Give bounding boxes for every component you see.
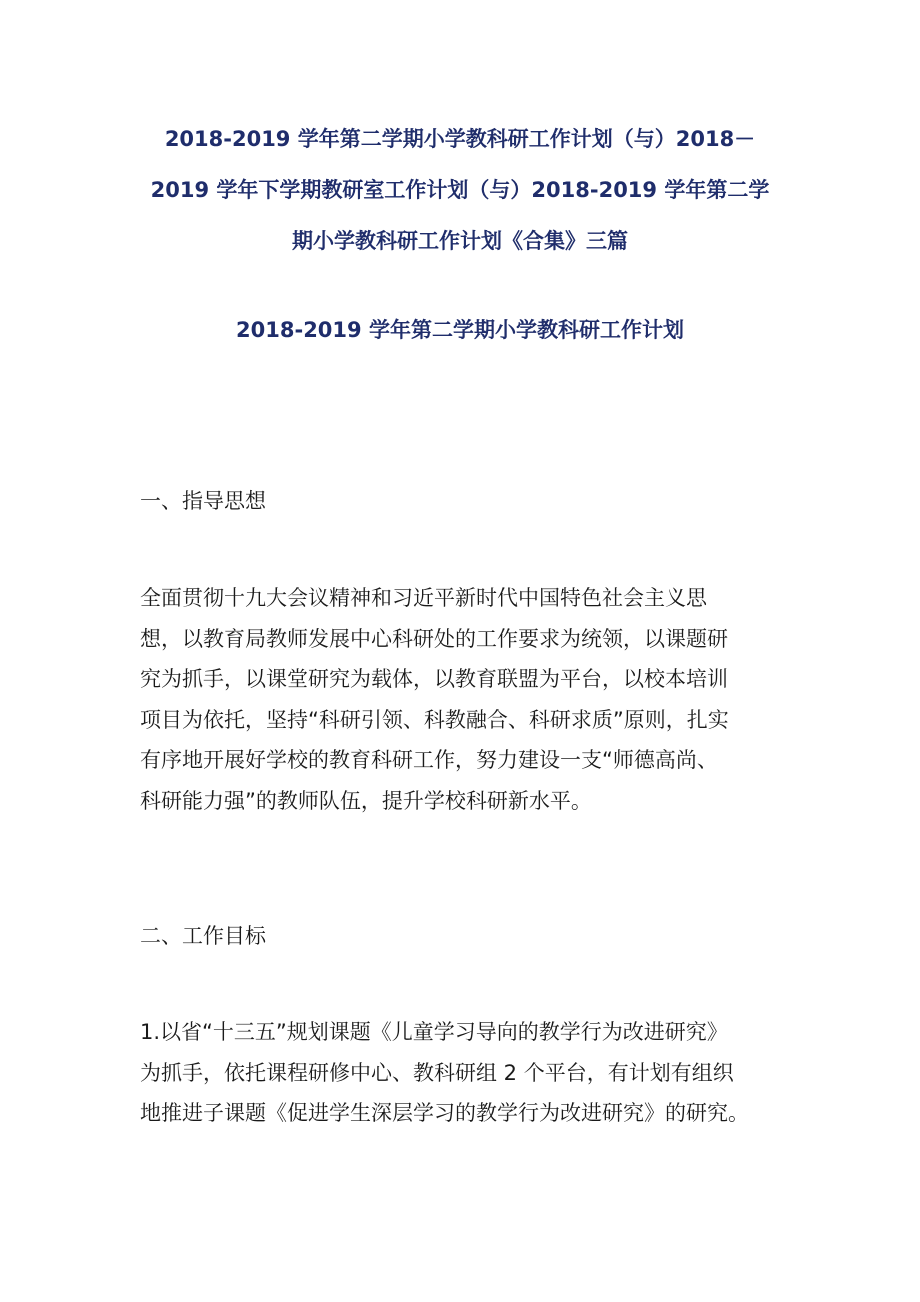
document-subtitle: 2018-2019 学年第二学期小学教科研工作计划 (236, 318, 684, 342)
paragraph-work-goals (140, 1012, 800, 1134)
paragraph-line: 全面贯彻十九大会议精神和习近平新时代中国特色社会主义思 (140, 586, 707, 610)
title-line: 2018-2019 学年第二学期小学教科研工作计划（与）2018－ (164, 127, 756, 151)
paragraph-line: 想，以教育局教师发展中心科研处的工作要求为统领，以课题研 (140, 626, 728, 651)
title-line: 期小学教科研工作计划《合集》三篇 (292, 229, 628, 253)
paragraph-line: 有序地开展好学校的教育科研工作，努力建设一支“师德高尚、 (140, 748, 718, 773)
document-title (130, 114, 790, 267)
paragraph-line: 科研能力强”的教师队伍，提升学校科研新水平。 (140, 788, 592, 813)
paragraph-line: 项目为依托，坚持“科研引领、科教融合、科研求质”原则，扎实 (140, 707, 729, 732)
section-heading-work-goals: 二、工作目标 (140, 924, 266, 948)
paragraph-line: 究为抓手，以课堂研究为载体，以教育联盟为平台，以校本培训 (140, 667, 728, 692)
title-line: 2019 学年下学期教研室工作计划（与）2018-2019 学年第二学 (150, 178, 770, 202)
paragraph-guiding-thought (140, 578, 800, 822)
paragraph-line: 为抓手，依托课程研修中心、教科研组 2 个平台，有计划有组织 (140, 1060, 734, 1085)
paragraph-line: 地推进子课题《促进学生深层学习的教学行为改进研究》的研究。 (140, 1101, 749, 1126)
paragraph-line: 1.以省“十三五”规划课题《儿童学习导向的教学行为改进研究》 (140, 1020, 728, 1044)
section-heading-guiding-thought: 一、指导思想 (140, 489, 266, 513)
